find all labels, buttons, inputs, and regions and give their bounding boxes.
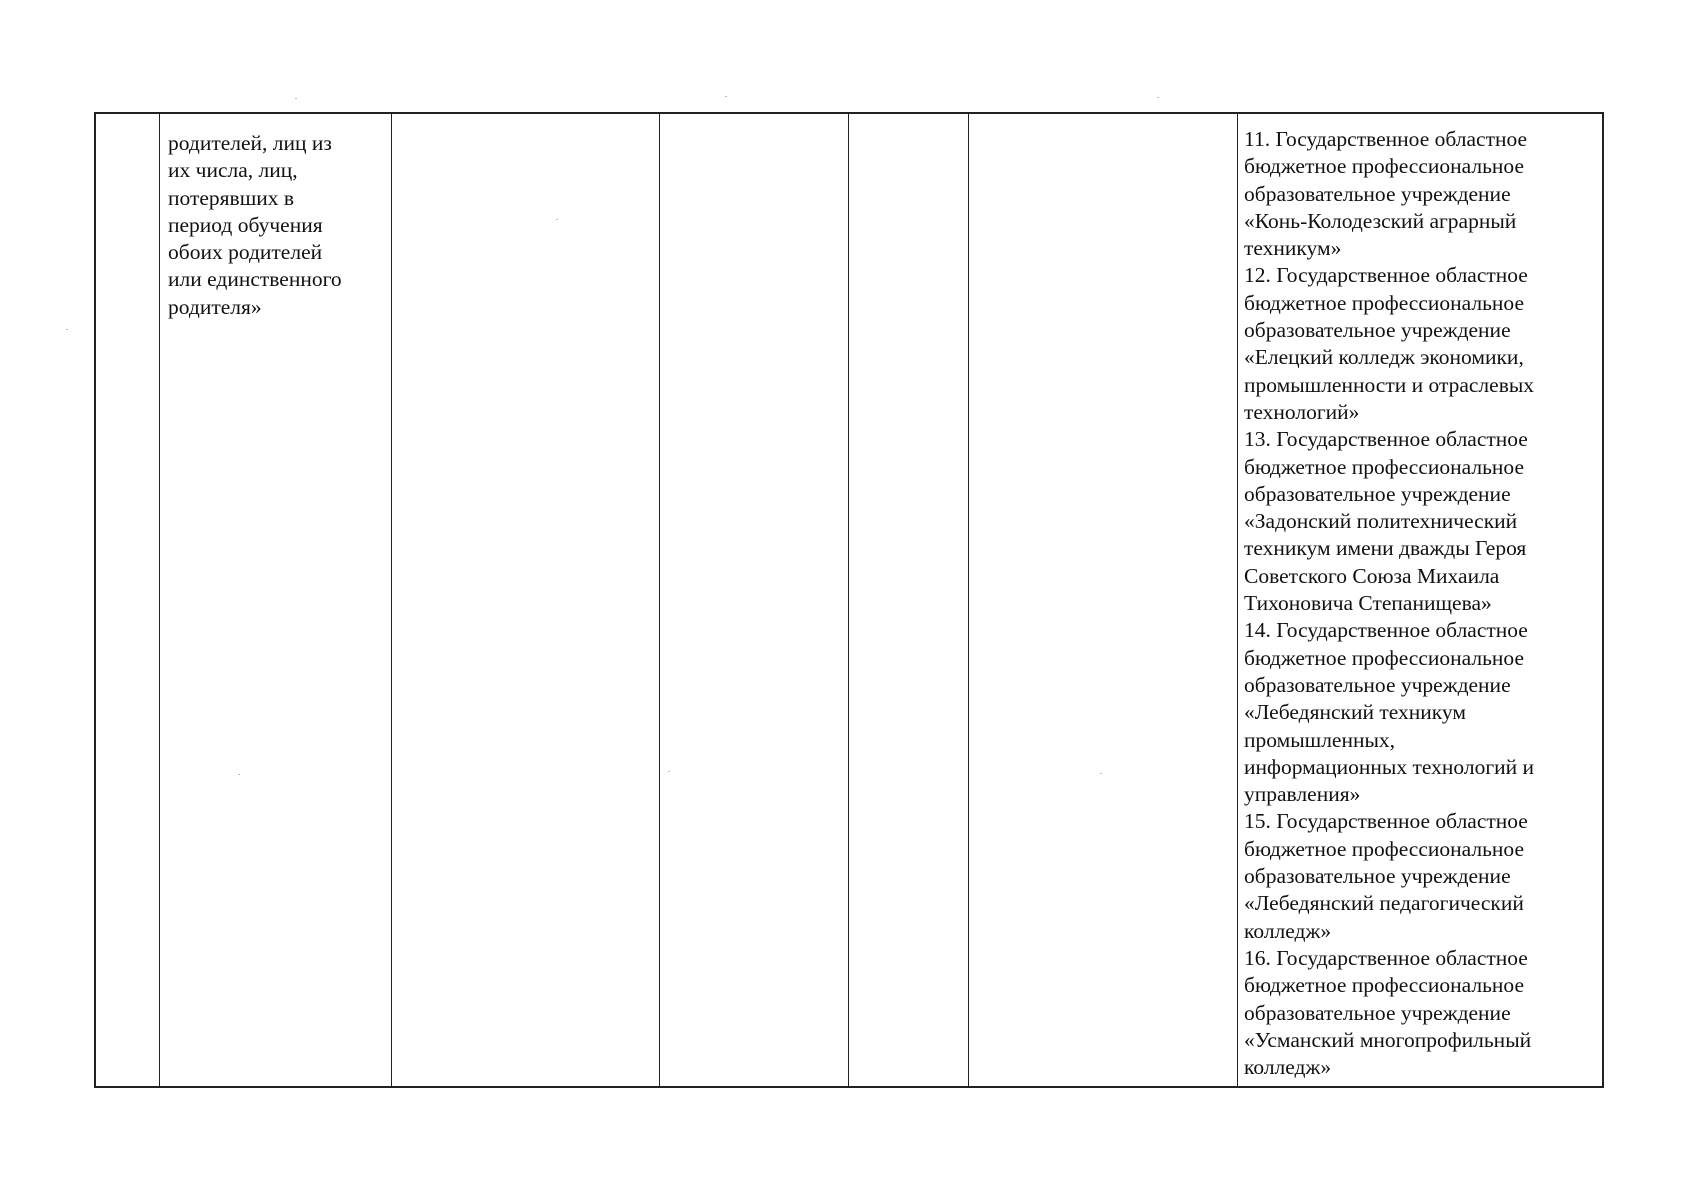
document-table	[94, 112, 1604, 1088]
cell-text-line: управления»	[1244, 782, 1361, 807]
cell-text-line: «Конь-Колодезский аграрный	[1244, 208, 1517, 233]
cell-text-line: бюджетное профессиональное	[1244, 973, 1524, 998]
cell-text-line: Советского Союза Михаила	[1244, 563, 1500, 588]
cell-text-line: родителя»	[168, 294, 262, 319]
column-divider-3	[659, 114, 660, 1086]
cell-text-line: бюджетное профессиональное	[1244, 836, 1524, 861]
cell-text-line: период обучения	[168, 212, 323, 237]
cell-text-line: образовательное учреждение	[1244, 481, 1511, 506]
scan-speck	[1157, 97, 1159, 98]
cell-text-line: технологий»	[1244, 399, 1360, 424]
column-divider-1	[159, 114, 160, 1086]
cell-text-line: обоих родителей	[168, 240, 323, 265]
cell-text-line: Тихоновича Степанищева»	[1244, 591, 1492, 616]
column-divider-4	[848, 114, 849, 1086]
scan-speck	[295, 98, 297, 99]
cell-text-line: 16. Государственное областное	[1244, 945, 1528, 970]
cell-text-line: «Лебедянский техникум	[1244, 700, 1466, 725]
scan-speck	[66, 329, 68, 330]
cell-text-line: или единственного	[168, 267, 342, 292]
cell-text-line: бюджетное профессиональное	[1244, 645, 1524, 670]
column-divider-5	[968, 114, 969, 1086]
cell-text-line: техникум»	[1244, 236, 1342, 261]
cell-text-line: родителей, лиц из	[168, 131, 332, 155]
column-divider-2	[391, 114, 392, 1086]
table-cell-column-7	[1244, 126, 1534, 1081]
cell-text-line: «Елецкий колледж экономики,	[1244, 345, 1524, 370]
cell-text-line: бюджетное профессиональное	[1244, 454, 1524, 479]
table-cell-column-2	[168, 130, 342, 321]
cell-text-line: 12. Государственное областное	[1244, 263, 1528, 288]
cell-text-line: образовательное учреждение	[1244, 672, 1511, 697]
cell-text-line: промышленности и отраслевых	[1244, 372, 1535, 397]
cell-text-line: бюджетное профессиональное	[1244, 154, 1524, 179]
cell-text-line: 11. Государственное областное	[1244, 127, 1528, 151]
column-divider-6	[1237, 114, 1238, 1086]
cell-text-line: их числа, лиц,	[168, 158, 298, 183]
cell-text-line: образовательное учреждение	[1244, 181, 1511, 206]
cell-text-line: техникум имени дважды Героя	[1244, 536, 1527, 561]
cell-text-line: колледж»	[1244, 918, 1332, 943]
cell-text-line: «Задонский политехнический	[1244, 509, 1518, 534]
cell-text-line: промышленных,	[1244, 727, 1396, 752]
cell-text-line: образовательное учреждение	[1244, 864, 1511, 889]
cell-text-line: 14. Государственное областное	[1244, 618, 1528, 643]
cell-text-line: колледж»	[1244, 1055, 1332, 1080]
scan-speck	[725, 96, 727, 97]
cell-text-line: «Лебедянский педагогический	[1244, 891, 1524, 916]
cell-text-line: образовательное учреждение	[1244, 1000, 1511, 1025]
cell-text-line: потерявших в	[168, 185, 295, 210]
cell-text-line: бюджетное профессиональное	[1244, 290, 1524, 315]
cell-text-line: 13. Государственное областное	[1244, 427, 1528, 452]
cell-text-line: «Усманский многопрофильный	[1244, 1027, 1532, 1052]
cell-text-line: 15. Государственное областное	[1244, 809, 1528, 834]
cell-text-line: образовательное учреждение	[1244, 318, 1511, 343]
cell-text-line: информационных технологий и	[1244, 754, 1535, 779]
